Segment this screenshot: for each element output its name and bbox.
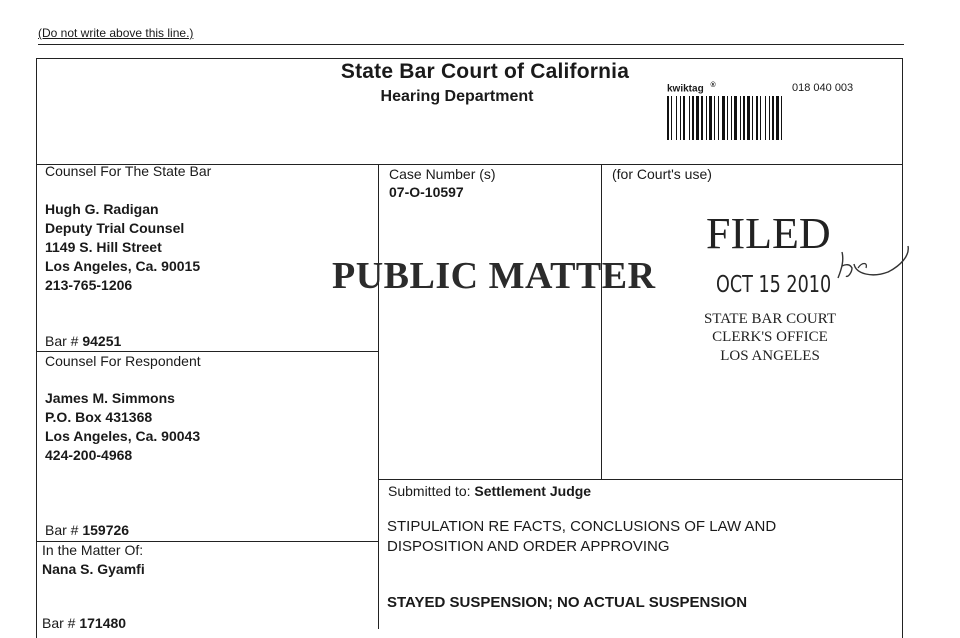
submitted-to-label: Submitted to: xyxy=(388,483,471,499)
public-matter-stamp: PUBLIC MATTER xyxy=(332,255,656,297)
clerk-initials-signature xyxy=(832,238,916,288)
respondent-counsel-phone: 424-200-4968 xyxy=(45,447,133,463)
bar-label: Bar # xyxy=(45,522,79,538)
state-bar-counsel-title: Deputy Trial Counsel xyxy=(45,220,185,236)
department-name: Hearing Department xyxy=(380,88,534,105)
do-not-write-notice: (Do not write above this line.) xyxy=(38,26,194,40)
state-bar-counsel-city: Los Angeles, Ca. 90015 xyxy=(45,258,201,274)
respondent-counsel-po-box: P.O. Box 431368 xyxy=(45,409,153,425)
stamp-office-line-3: LOS ANGELES xyxy=(720,348,820,364)
respondent-counsel-name: James M. Simmons xyxy=(45,390,175,406)
kwiktag-number: 018 040 003 xyxy=(792,82,854,94)
state-bar-counsel-label: Counsel For The State Bar xyxy=(45,163,212,179)
stamp-office-line-1: STATE BAR COURT xyxy=(703,311,837,327)
court-name: State Bar Court of California xyxy=(340,60,630,83)
matter-label: In the Matter Of: xyxy=(42,542,144,558)
stipulation-line-1: STIPULATION RE FACTS, CONCLUSIONS OF LAW AND xyxy=(387,518,777,535)
submitted-to-value: Settlement Judge xyxy=(474,483,592,499)
kwiktag-label: kwiktag ® xyxy=(667,82,716,95)
stipulation-title xyxy=(387,517,776,557)
case-number-value: 07-O-10597 xyxy=(389,184,464,200)
bar-number: 171480 xyxy=(79,615,127,631)
counsel-divider xyxy=(36,351,379,352)
filed-date: OCT 15 2010 xyxy=(716,272,832,298)
respondent-counsel-label: Counsel For Respondent xyxy=(45,353,201,369)
disposition-title: STAYED SUSPENSION; NO ACTUAL SUSPENSION xyxy=(387,594,748,611)
respondent-counsel-block xyxy=(45,389,200,465)
case-number-label: Case Number (s) xyxy=(389,166,496,182)
state-bar-counsel-phone: 213-765-1206 xyxy=(45,277,133,293)
barcode-icon xyxy=(667,96,867,140)
respondent-counsel-city: Los Angeles, Ca. 90043 xyxy=(45,428,201,444)
state-bar-counsel-block xyxy=(45,200,200,295)
filed-stamp: FILED xyxy=(706,209,831,258)
bar-label: Bar # xyxy=(45,333,79,349)
stamp-office-line-2: CLERK'S OFFICE xyxy=(712,329,828,345)
bar-number: 159726 xyxy=(82,522,130,538)
state-bar-counsel-name: Hugh G. Radigan xyxy=(45,201,159,217)
bar-label: Bar # xyxy=(42,615,76,631)
matter-name: Nana S. Gyamfi xyxy=(42,561,145,577)
stipulation-line-2: DISPOSITION AND ORDER APPROVING xyxy=(387,538,670,555)
respondent-counsel-bar xyxy=(45,522,129,538)
left-column-divider-lower xyxy=(378,354,379,629)
state-bar-counsel-street: 1149 S. Hill Street xyxy=(45,239,162,255)
submitted-to xyxy=(388,481,591,501)
state-bar-counsel-bar xyxy=(45,333,121,349)
court-use-label: (for Court's use) xyxy=(612,166,712,182)
court-use-divider xyxy=(601,164,602,480)
top-rule xyxy=(38,44,904,45)
bar-number: 94251 xyxy=(82,333,122,349)
submission-divider xyxy=(379,479,903,480)
